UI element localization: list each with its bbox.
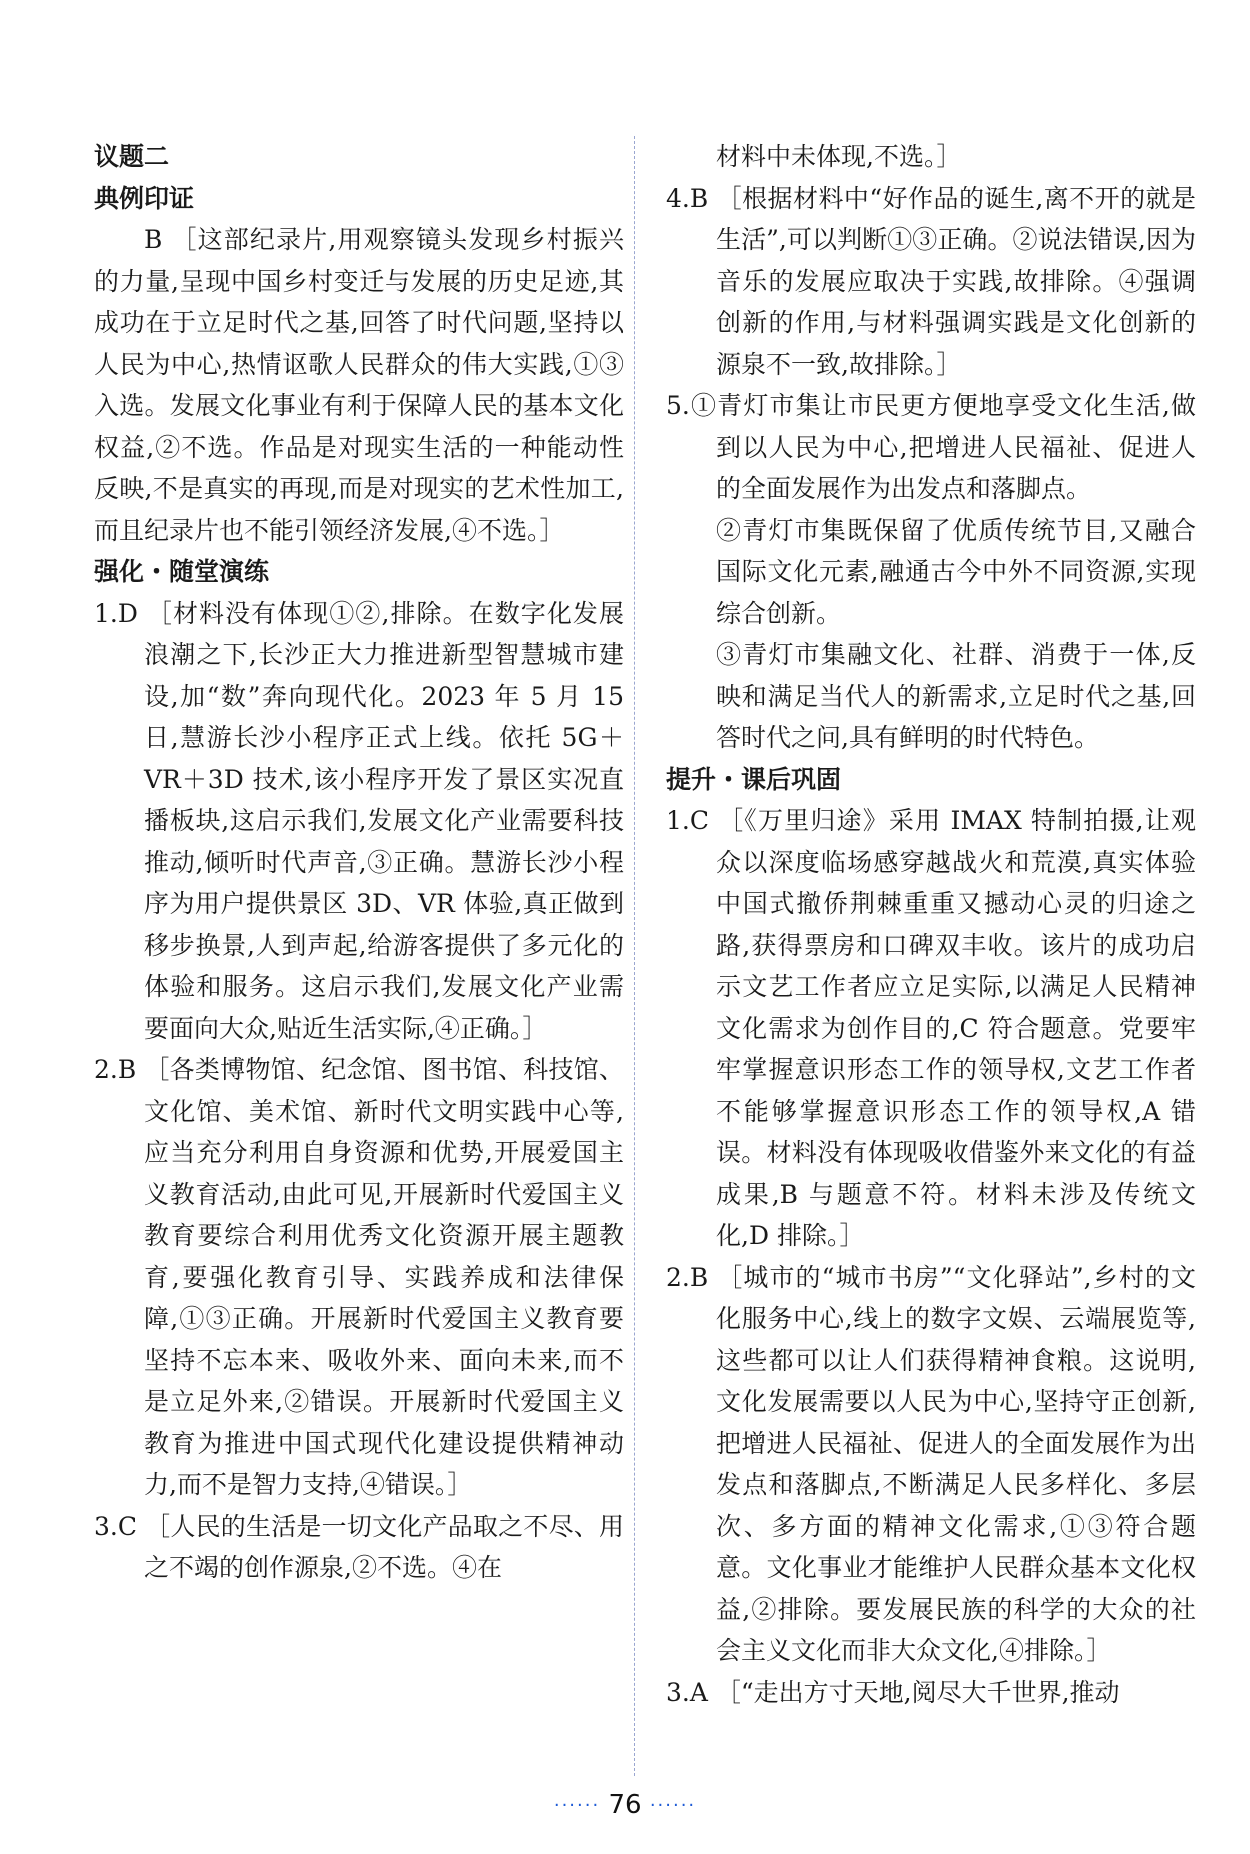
section-heading-topic-two: 议题二 [94, 142, 170, 171]
answer-subpoint: ②青灯市集既保留了优质传统节目,又融合国际文化元素,融通古今中外不同资源,实现综合创新。 [716, 515, 1196, 628]
page-number [0, 1790, 1250, 1820]
section-heading-practice: 强化・随堂演练 [94, 557, 270, 586]
answer-item: 5.①青灯市集让市民更方便地享受文化生活,做到以人民为中心,把增进人民福祉、促进人的全面发展作为出发点和落脚点。 [666, 391, 1196, 503]
column-divider [634, 136, 635, 1776]
answer-item: 2.B ［城市的“城市书房”“文化驿站”,乡村的文化服务中心,线上的数字文娱、云端展览等,这些都可以让人们获得精神食粮。这说明,文化发展需要以人民为中心,坚持守正创新,把增进人民福祉、促进人的全面发展作为出发点和落脚点,不断满足人民多样化、多层次、多方面的精神文化需求,①③符合题意。文化事业才能维护人民群众基本文化权益,②排除。要发展民族的科学的大众的社会主义文化而非大众文化,④排除。］ [666, 1262, 1196, 1665]
example-answer: B ［这部纪录片,用观察镜头发现乡村振兴的力量,呈现中国乡村变迁与发展的历史足迹,其成功在于立足时代之基,回答了时代问题,坚持以人民为中心,热情讴歌人民群众的伟大实践,①③入选。发展文化事业有利于保障人民的基本文化权益,②不选。作品是对现实生活的一种能动性反映,不是真实的再现,而是对现实的艺术性加工,而且纪录片也不能引领经济发展,④不选。］ [94, 225, 624, 545]
page-number-value: 76 [608, 1790, 642, 1820]
answer-item: 2.B ［各类博物馆、纪念馆、图书馆、科技馆、文化馆、美术馆、新时代文明实践中心等,应当充分利用自身资源和优势,开展爱国主义教育活动,由此可见,开展新时代爱国主义教育要综合利用优秀文化资源开展主题教育,要强化教育引导、实践养成和法律保障,①③正确。开展新时代爱国主义教育要坚持不忘本来、吸收外来、面向未来,而不是立足外来,②错误。开展新时代爱国主义教育为推进中国式现代化建设提供精神动力,而不是智力支持,④错误。］ [94, 1055, 624, 1499]
ornament-dots-right: ······ [649, 1795, 697, 1816]
left-column [94, 136, 624, 1589]
right-column [666, 136, 1196, 1713]
answer-item: 1.D ［材料没有体现①②,排除。在数字化发展浪潮之下,长沙正大力推进新型智慧城市建设,加“数”奔向现代化。2023 年 5 月 15 日,慧游长沙小程序正式上线。依托 5G＋VR＋3D 技术,该小程序开发了景区实况直播板块,这启示我们,发展文化产业需要科技推动,倾听时代声音,③正确。慧游长沙小程序为用户提供景区 3D、VR 体验,真正做到移步换景,人到声起,给游客提供了多元化的体验和服务。这启示我们,发展文化产业需要面向大众,贴近生活实际,④正确。］ [94, 598, 624, 1043]
answer-item: 1.C ［《万里归途》采用 IMAX 特制拍摄,让观众以深度临场感穿越战火和荒漠,真实体验中国式撤侨荆棘重重又撼动心灵的归途之路,获得票房和口碑双丰收。该片的成功启示文艺工作者应立足实际,以满足人民精神文化需求为创作目的,C 符合题意。党要牢牢掌握意识形态工作的领导权,文艺工作者不能够掌握意识形态工作的领导权,A 错误。材料没有体现吸收借鉴外来文化的有益成果,B 与题意不符。材料未涉及传统文化,D 排除。］ [666, 806, 1196, 1250]
answer-item: 3.A ［“走出方寸天地,阅尽大千世界,推动 [666, 1677, 1120, 1707]
ornament-dots-left: ······ [553, 1795, 601, 1816]
answer-continuation: 材料中未体现,不选。］ [716, 142, 962, 171]
section-heading-example: 典例印证 [94, 183, 195, 213]
answer-item: 3.C ［人民的生活是一切文化产品取之不尽、用之不竭的创作源泉,②不选。④在 [94, 1511, 624, 1582]
answer-subpoint: ③青灯市集融文化、社群、消费于一体,反映和满足当代人的新需求,立足时代之基,回答时代之问,具有鲜明的时代特色。 [716, 640, 1196, 752]
section-heading-consolidation: 提升・课后巩固 [666, 764, 842, 794]
answer-item: 4.B ［根据材料中“好作品的诞生,离不开的就是生活”,可以判断①③正确。②说法错误,因为音乐的发展应取决于实践,故排除。④强调创新的作用,与材料强调实践是文化创新的源泉不一致,故排除。］ [666, 183, 1196, 379]
